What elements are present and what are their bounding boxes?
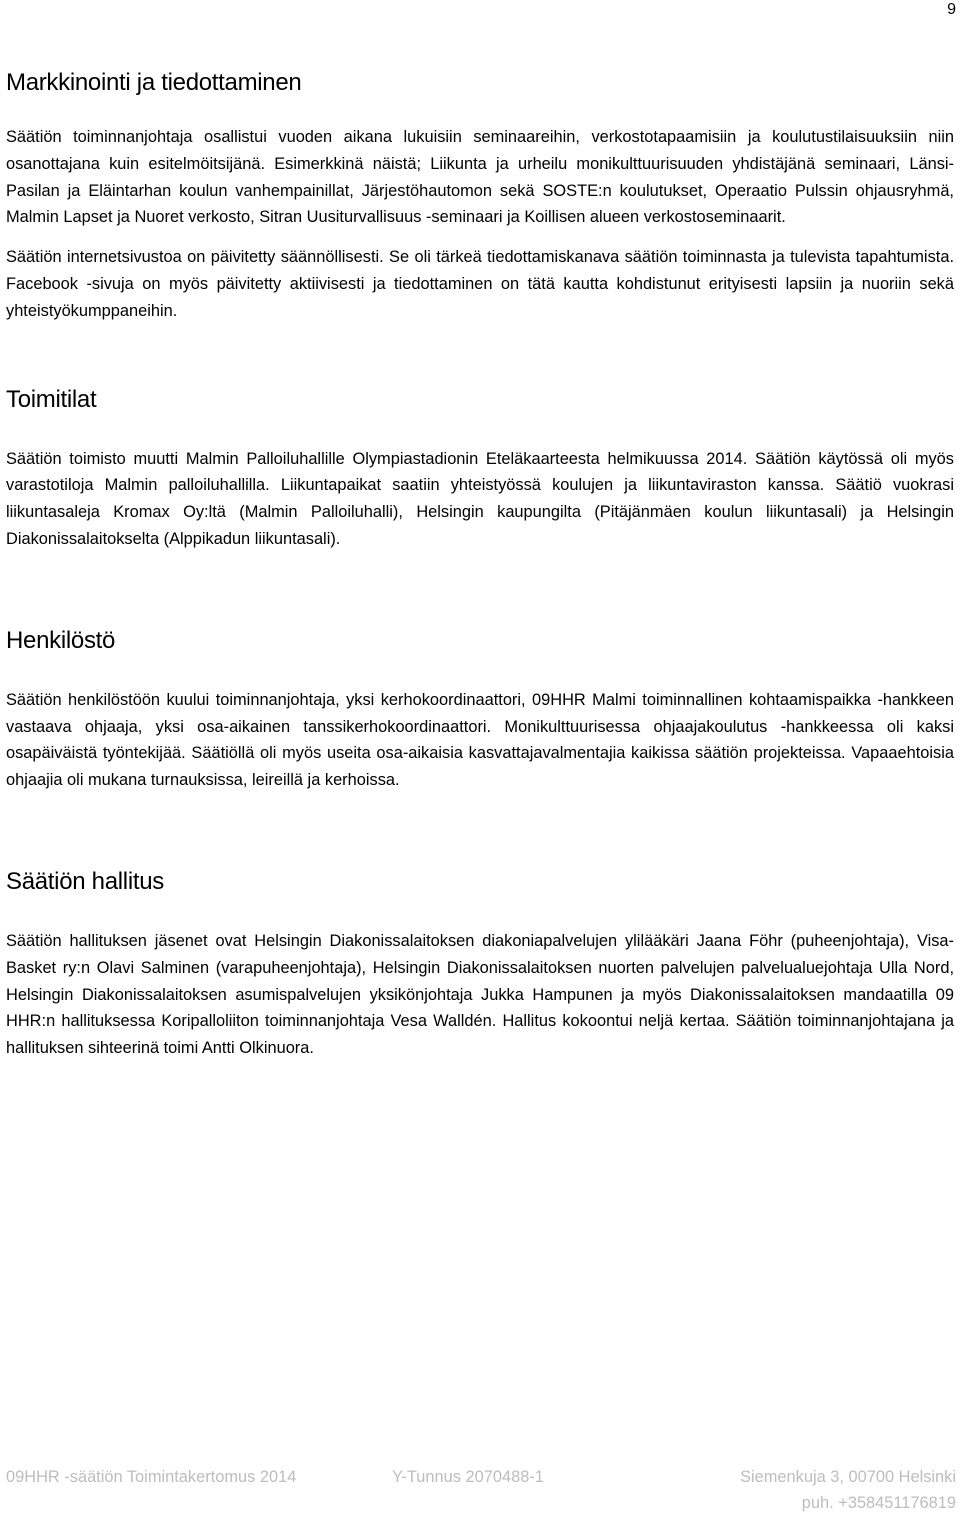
paragraph: Säätiön hallituksen jäsenet ovat Helsingin Diakonissalaitoksen diakoniapalvelujen ylilääkäri Jaana Föhr (puheenjohtaja), Visa-Basket ry:n Olavi Salminen (varapuheenjohtaja), Helsingin Diakonissalaitoksen nuorten palvelujen palvelualuejohtaja Ulla Nord, Helsingin Diakonissalaitoksen asumispalvelujen yksikönjohtaja Jukka Hampunen ja myös Diakonissalaitoksen mandaatilla 09 HHR:n hallituksessa Koripalloliiton toiminnanjohtaja Vesa Walldén. Hallitus kokoontui neljä kertaa. Säätiön toiminnanjohtajana ja hallituksen sihteerinä toimi Antti Olkinuora. xyxy=(6,931,954,1058)
paragraph: Säätiön henkilöstöön kuului toiminnanjohtaja, yksi kerhokoordinaattori, 09HHR Malmi toiminnallinen kohtaamispaikka -hankkeen vastaava ohjaaja, yksi osa-aikainen tanssikerhokoordinaattori. Monikulttuurisessa ohjaajakoulutus -hankkeessa oli kaksi osapäiväistä työntekijää. Säätiöllä oli myös useita osa-aikaisia kasvattajavalmentajia kaikissa säätiön projekteissa. Vapaaehtoisia ohjaajia oli mukana turnauksissa, leireillä ja kerhoissa. xyxy=(6,690,954,790)
footer-report-title: 09HHR -säätiön Toimintakertomus 2014 xyxy=(6,1468,297,1486)
page-footer xyxy=(0,1464,960,1518)
section-henkilosto xyxy=(6,624,954,794)
section-heading: Säätiön hallitus xyxy=(6,867,164,895)
paragraph: Säätiön toiminnanjohtaja osallistui vuoden aikana lukuisiin seminaareihin, verkostotapaamisiin ja koulutustilaisuuksiin niin osanottajana kuin esitelmöitsijänä. Esimerkkinä näistä; Liikunta ja urheilu monikulttuurisuuden yhdistäjänä seminaari, Länsi-Pasilan ja Eläintarhan koulun vanhempainillat, Järjestöhautomon sekä SOSTE:n koulutukset, Operaatio Pulssin ohjausryhmä, Malmin Lapset ja Nuoret verkosto, Sitran Uusiturvallisuus -seminaari ja Koillisen alueen verkostoseminaarit. xyxy=(6,128,954,227)
document-body xyxy=(6,66,954,1062)
section-hallitus xyxy=(6,865,954,1062)
section-toimitilat xyxy=(6,383,954,553)
page-number: 9 xyxy=(947,1,956,18)
paragraph: Säätiön internetsivustoa on päivitetty säännöllisesti. Se oli tärkeä tiedottamiskanava säätiön toiminnasta ja tulevista tapahtumista. Facebook -sivuja on myös päivitetty aktiivisesti ja tiedottaminen on tätä kautta kohdistunut erityisesti lapsiin ja nuoriin sekä yhteistyökumppaneihin. xyxy=(6,248,954,320)
footer-business-id: Y-Tunnus 2070488-1 xyxy=(392,1468,544,1486)
footer-address: Siemenkuja 3, 00700 Helsinki xyxy=(740,1468,956,1486)
section-heading: Henkilöstö xyxy=(6,626,116,654)
footer-phone: puh. +358451176819 xyxy=(801,1494,956,1512)
section-markkinointi xyxy=(6,66,954,325)
section-heading: Toimitilat xyxy=(6,385,97,413)
paragraph: Säätiön toimisto muutti Malmin Palloiluhallille Olympiastadionin Eteläkaarteesta helmikuussa 2014. Säätiön käytössä oli myös varastotiloja Malmin palloiluhallilla. Liikuntapaikat saatiin yhteistyössä koulujen ja liikuntaviraston kanssa. Säätiö vuokrasi liikuntasaleja Kromax Oy:ltä (Malmin Palloiluhalli), Helsingin kaupungilta (Pitäjänmäen koulun liikuntasali) ja Helsingin Diakonissalaitokselta (Alppikadun liikuntasali). xyxy=(6,449,954,548)
section-heading: Markkinointi ja tiedottaminen xyxy=(6,69,302,96)
